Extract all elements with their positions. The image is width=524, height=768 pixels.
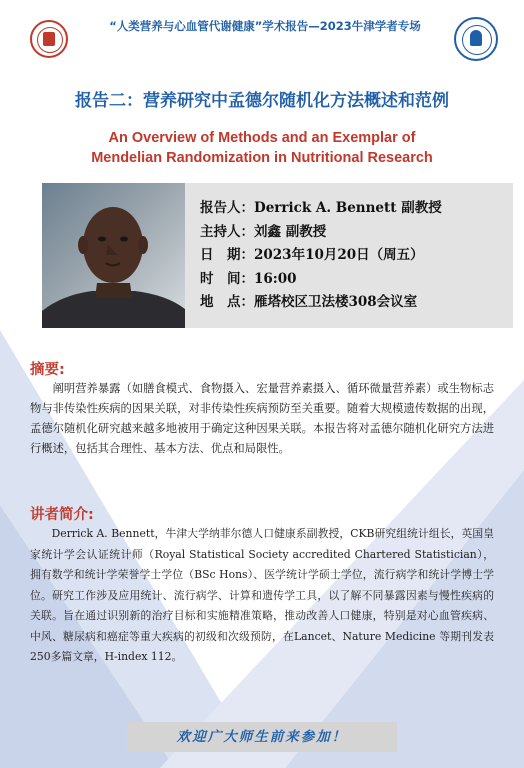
info-row-speaker — [200, 197, 500, 221]
university-seal-icon — [30, 20, 68, 58]
welcome-banner: 欢迎广大师生前来参加！ — [127, 722, 397, 752]
info-row-date — [200, 244, 500, 268]
abstract-text: 阐明营养暴露（如膳食模式、食物摄入、宏量营养素摄入、循环微量营养素）或生物标志物与非传染性疾病的因果关联，对非传染性疾病预防至关重要。随着大规模遗传数据的出现，孟德尔随机化研究越来越多地被用于确定这种因果关联。本报告将对孟德尔随机化研究方法进行概述，包括其合理性、基本方法、优点和局限性。 — [30, 382, 494, 455]
english-title-line-1: An Overview of Methods and an Exemplar of — [108, 130, 416, 146]
info-value-speaker: Derrick A. Bennett 副教授 — [254, 200, 442, 216]
chinese-title: 报告二：营养研究中孟德尔随机化方法概述和范例 — [75, 91, 449, 111]
info-label-date: 日 期： — [200, 247, 254, 263]
speaker-photo — [42, 183, 185, 328]
english-title — [20, 128, 504, 168]
speaker-bio-text: Derrick A. Bennett，牛津大学纳菲尔德人口健康系副教授，CKB研究组统计组长，英国皇家统计学会认证统计师（Royal Statistical Society accredited Chartered Statistician），拥有数学和统计学荣誉学士学位（BSc Hons）、医学统计学硕士学位，流行病学和统计学博士学位。研究工作涉及应用统计、流行病学、计算和遗传学工具，以了解不同暴露因素与慢性疾病的关联。旨在通过识别新的治疗目标和实施精准策略，推动改善人口健康，特别是对心血管疾病、中风、糖尿病和癌症等重大疾病的初级和次级预防，在Lancet、Nature Medicine 等期刊发表250多篇文章，H-index 112。 — [30, 527, 494, 663]
info-row-host — [200, 221, 500, 245]
abstract-heading: 摘要: — [30, 362, 65, 378]
info-label-speaker: 报告人： — [200, 200, 254, 216]
info-label-location: 地 点： — [200, 294, 254, 310]
speaker-bio-heading: 讲者简介: — [30, 507, 94, 523]
info-label-time: 时 间： — [200, 270, 254, 287]
info-label-host: 主持人： — [200, 223, 254, 240]
info-row-time — [200, 268, 500, 292]
info-value-host: 刘鑫 副教授 — [254, 223, 327, 240]
info-value-date: 2023年10月20日（周五） — [254, 247, 424, 263]
info-row-location — [200, 291, 500, 315]
event-info-list — [200, 197, 500, 315]
info-value-location: 雁塔校区卫法楼308会议室 — [254, 294, 418, 310]
english-title-line-2: Mendelian Randomization in Nutritional Research — [91, 150, 433, 166]
institution-emblem-icon — [454, 17, 498, 61]
series-title: “人类营养与心血管代谢健康”学术报告—2023牛津学者专场 — [109, 19, 421, 33]
info-value-time: 16:00 — [254, 270, 297, 287]
